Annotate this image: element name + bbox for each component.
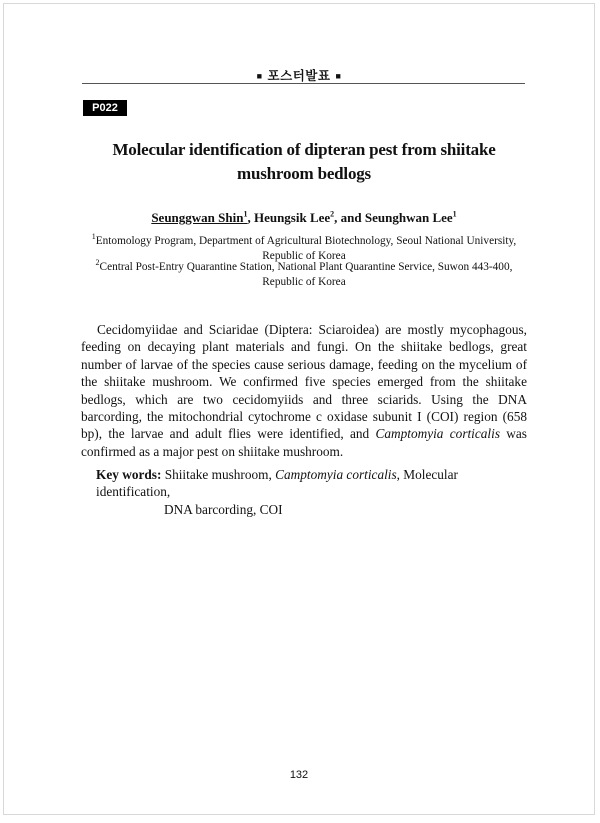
author-name: Seunghwan Lee (364, 210, 453, 225)
page-number: 132 (289, 769, 309, 781)
keywords-label: Key words: (96, 467, 162, 482)
keywords-text-line2: DNA barcording, COI (164, 501, 283, 517)
document-page (3, 3, 595, 815)
species-name: Camptomyia corticalis (275, 467, 397, 482)
author-list (64, 210, 544, 226)
abstract-body (81, 321, 527, 460)
square-bullet-icon: ■ (335, 71, 342, 81)
abstract-text-tail: was confirmed as a major pest on shiitake mushroom. (81, 426, 527, 459)
author-name: Seunggwan Shin (151, 210, 244, 225)
affiliation-country: Republic of Korea (262, 276, 346, 288)
species-name: Camptomyia corticalis (375, 426, 500, 442)
abstract-text: Cecidomyiidae and Sciaridae (Diptera: Sciaroidea) are mostly mycophagous, feeding on decaying plant materials and fungi. On the shiitake bedlogs, great number of larvae of the species cause serious damage, feeding on the mycelium of the shiitake mushroom. We confirmed five species emerged from the shiitake bedlogs, which are two cecidomyiids and three sciarids. Using the DNA barcording, the mitochondrial cytochrome c oxidase subunit I (COI) region (658 bp), the larvae and adult flies were identified, and (81, 322, 527, 442)
affiliation-mark: 1 (91, 232, 96, 242)
affiliation-country: Republic of Korea (262, 250, 346, 262)
paper-title (104, 138, 504, 186)
author-name: Heungsik Lee (253, 210, 331, 225)
affiliation-mark: 2 (95, 258, 100, 268)
presenting-author (151, 210, 247, 225)
author-separator: , and (334, 210, 365, 225)
header-divider (82, 83, 525, 84)
keywords-text: , Molecular identification, (96, 467, 458, 500)
section-header-text: 포스터발표 (267, 69, 331, 83)
affiliation-text: Central Post-Entry Quarantine Station, National Plant Quarantine Service, Suwon 443-400, (99, 261, 513, 273)
author-affiliation-mark: 2 (330, 209, 335, 219)
author-affiliation-mark: 1 (243, 209, 248, 219)
author-separator: , (247, 210, 254, 225)
section-header (4, 66, 594, 84)
keywords-text: Shiitake mushroom, (161, 467, 276, 482)
paper-title-line2: mushroom bedlogs (237, 164, 371, 183)
affiliation-text: Entomology Program, Department of Agricultural Biotechnology, Seoul National University, (95, 235, 517, 247)
affiliation-2 (86, 260, 522, 290)
keywords (96, 466, 532, 518)
paper-title-line1: Molecular identification of dipteran pest from shiitake (112, 140, 496, 159)
author-affiliation-mark: 1 (452, 209, 457, 219)
square-bullet-icon: ■ (256, 71, 263, 81)
poster-id-badge: P022 (83, 100, 127, 116)
